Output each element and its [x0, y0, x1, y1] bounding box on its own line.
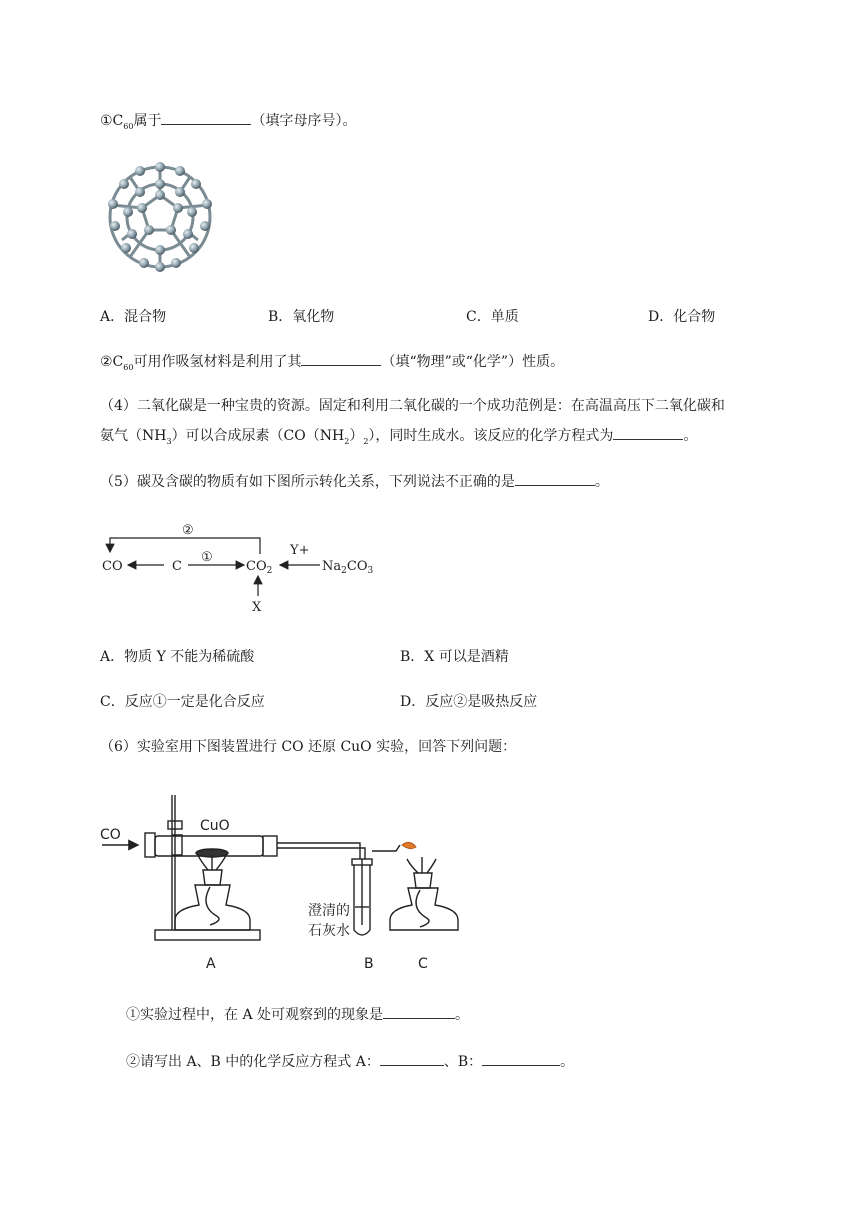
q4-line1: （4）二氧化碳是一种宝贵的资源。固定和利用二氧化碳的一个成功范例是：在高温高压下二氧化碳和: [100, 398, 725, 414]
c-label: C: [172, 559, 182, 574]
co-inlet-label: CO: [100, 827, 121, 843]
answer-blank[interactable]: [301, 351, 381, 366]
q5-option-a[interactable]: A．物质 Y 不能为稀硫酸: [100, 649, 255, 665]
q3-option-d[interactable]: D．化合物: [648, 309, 716, 325]
c60-molecule-image: [100, 160, 220, 275]
q3-option-b[interactable]: B．氧化物: [268, 309, 335, 325]
co-reduction-apparatus: [100, 785, 460, 975]
q5-option-c[interactable]: C．反应①一定是化合反应: [100, 694, 265, 710]
label-b: B: [364, 956, 374, 972]
q3-option-a[interactable]: A．混合物: [100, 309, 167, 325]
q3-item2: $②C_{60}$可用作吸氢材料是利用了其 （填“物理”或“化学”）性质。: [100, 351, 564, 378]
q3-item1: $①C_{60}$属于 （填字母序号）。: [100, 110, 356, 137]
q6-sub1: ①实验过程中，在 A 处可观察到的现象是 。: [126, 1004, 469, 1025]
q5-option-b[interactable]: B．X 可以是酒精: [400, 649, 509, 665]
answer-blank[interactable]: [161, 110, 251, 125]
answer-blank[interactable]: [613, 425, 683, 440]
answer-blank[interactable]: [380, 1051, 444, 1066]
q5-stem: （5）碳及含碳的物质有如下图所示转化关系，下列说法不正确的是 。: [100, 471, 609, 492]
q6-stem: （6）实验室用下图装置进行 CO 还原 CuO 实验，回答下列问题：: [100, 739, 517, 755]
q3-option-c[interactable]: C．单质: [466, 309, 519, 325]
answer-blank[interactable]: [482, 1051, 560, 1066]
q4-line2: 氨气$(NH_3)$可以合成尿素$(CO(NH_2)_2)$，同时生成水。该反应的化学方程式为 。: [100, 425, 697, 452]
answer-blank[interactable]: [515, 471, 595, 486]
co2-label: $CO_2$: [246, 559, 273, 576]
label-a: A: [206, 956, 216, 972]
q6-sub2: ②请写出 A、B 中的化学反应方程式 A： 、B： 。: [126, 1051, 574, 1072]
answer-blank[interactable]: [383, 1004, 455, 1019]
label-c: C: [418, 956, 428, 972]
limewater-label-2: 石灰水: [308, 923, 350, 939]
reaction-2-label: ②: [182, 523, 194, 538]
cuo-label: CuO: [200, 818, 230, 834]
co-label: CO: [102, 559, 123, 574]
limewater-label-1: 澄清的: [308, 903, 350, 919]
q5-option-d[interactable]: D．反应②是吸热反应: [400, 694, 538, 710]
na2co3-label: $Na_2CO_3$: [322, 559, 374, 576]
x-label: X: [252, 600, 262, 615]
y-label: Y+: [290, 543, 310, 558]
carbon-transformation-diagram: [98, 518, 374, 616]
reaction-1-label: ①: [201, 550, 213, 565]
